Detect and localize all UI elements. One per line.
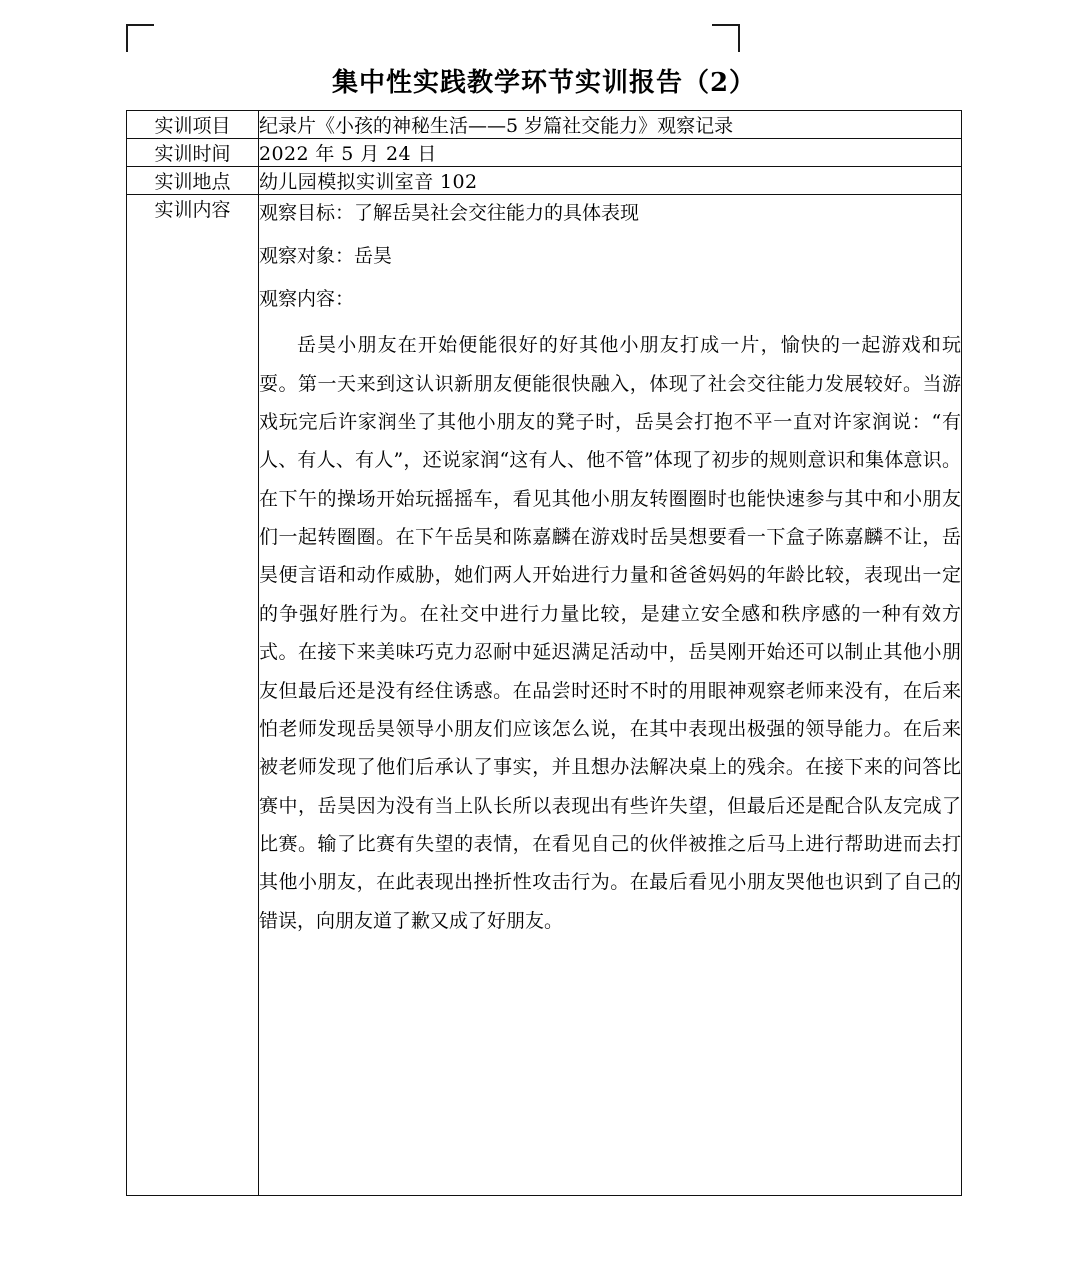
table-row-content — [127, 195, 962, 1196]
content-line-goal: 观察目标：了解岳昊社会交往能力的具体表现 — [259, 202, 640, 224]
row-value-location: 幼儿园模拟实训室音 102 — [259, 167, 962, 195]
content-line-subject: 观察对象：岳昊 — [259, 245, 393, 268]
row-label-date: 实训时间 — [127, 139, 259, 167]
content-line-heading: 观察内容： — [259, 288, 355, 311]
page-title: 集中性实践教学环节实训报告（2） — [331, 68, 757, 98]
table-row — [127, 167, 962, 195]
table-row — [127, 139, 962, 167]
row-label-location: 实训地点 — [127, 167, 259, 195]
table-row — [127, 111, 962, 139]
row-value-project: 纪录片《小孩的神秘生活——5 岁篇社交能力》观察记录 — [259, 111, 962, 139]
row-label-project: 实训项目 — [127, 111, 259, 139]
row-value-content — [259, 195, 962, 1196]
content-body-paragraph: 岳昊小朋友在开始便能很好的好其他小朋友打成一片，愉快的一起游戏和玩耍。第一天来到这认识新朋友便能很快融入，体现了社会交往能力发展较好。当游戏玩完后许家润坐了其他小朋友的凳子时，岳昊会打抱不平一直对许家润说：“有人、有人、有人”，还说家润“这有人、他不管”体现了初步的规则意识和集体意识。在下午的操场开始玩摇摇车，看见其他小朋友转圈圈时也能快速参与其中和小朋友们一起转圈圈。在下午岳昊和陈嘉麟在游戏时岳昊想要看一下盒子陈嘉麟不让，岳昊便言语和动作威胁，她们两人开始进行力量和爸爸妈妈的年龄比较，表现出一定的争强好胜行为。在社交中进行力量比较，是建立安全感和秩序感的一种有效方式。在接下来美味巧克力忍耐中延迟满足活动中，岳昊刚开始还可以制止其他小朋友但最后还是没有经住诱惑。在品尝时还时不时的用眼神观察老师来没有，在后来怕老师发现岳昊领导小朋友们应该怎么说，在其中表现出极强的领导能力。在后来被老师发现了他们后承认了事实，并且想办法解决桌上的残余。在接下来的问答比赛中，岳昊因为没有当上队长所以表现出有些许失望，但最后还是配合队友完成了比赛。输了比赛有失望的表情，在看见自己的伙伴被推之后马上进行帮助进而去打其他小朋友，在此表现出挫折性攻击行为。在最后看见小朋友哭他也识到了自己的错误，向朋友道了歉又成了好朋友。 — [259, 334, 961, 932]
row-label-content: 实训内容 — [127, 195, 259, 1196]
corner-mark-top-right-icon — [712, 24, 740, 52]
corner-mark-top-left-icon — [126, 24, 154, 52]
report-table — [126, 110, 962, 1196]
row-value-date: 2022 年 5 月 24 日 — [259, 139, 962, 167]
